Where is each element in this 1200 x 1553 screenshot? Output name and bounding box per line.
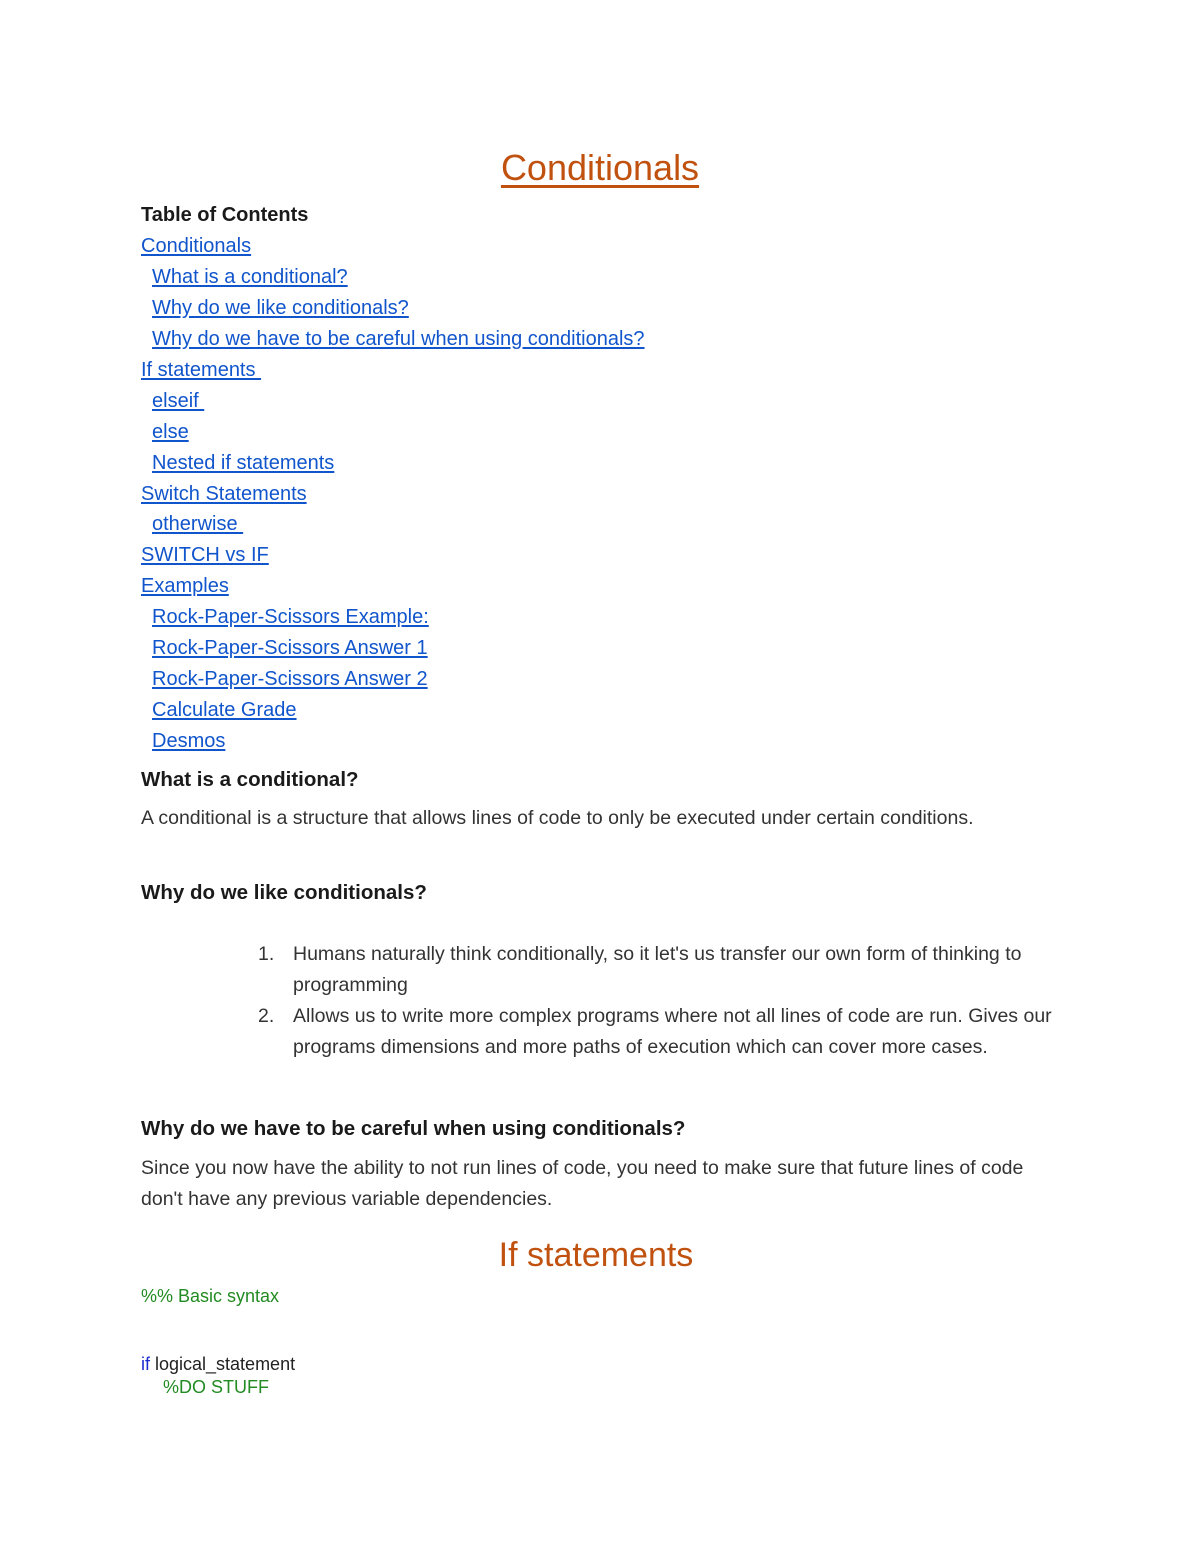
toc-item [141,697,645,728]
toc-link[interactable]: Conditionals [141,235,252,257]
code-line-if [141,1353,295,1375]
toc-item [141,604,645,635]
code-comment: %% Basic syntax [141,1286,280,1306]
section-title-if-statements: If statements [498,1236,694,1274]
toc-link[interactable]: Rock-Paper-Scissors Answer 2 [152,668,428,691]
list-item-text: Allows us to write more complex programs where not all lines of code are run. Gives our programs dimensions and more paths of execution which can cover more cases. [293,1005,1052,1058]
toc-item [141,666,645,697]
toc-link[interactable]: Desmos [152,730,226,752]
toc-item [141,295,645,326]
toc-link[interactable]: elseif [152,389,205,412]
toc-item [141,388,645,419]
list-item [255,1001,1075,1063]
toc-link[interactable]: otherwise [152,513,244,536]
toc-item [141,728,645,759]
list-item-text: Humans naturally think conditionally, so it let's us transfer our own form of thinking to programming [293,943,1022,996]
toc-item [141,419,645,450]
toc-link[interactable]: Nested if statements [152,451,335,474]
toc-item [141,573,645,604]
toc-link[interactable]: SWITCH vs IF [141,544,269,567]
page-title: Conditionals [500,147,700,188]
toc-item [141,326,645,357]
toc-link[interactable]: Why do we like conditionals? [152,296,409,319]
toc-link[interactable]: else [152,420,189,443]
heading-what-is-conditional: What is a conditional? [141,768,359,791]
list-number: 2. [258,1005,275,1027]
paragraph-careful-conditionals: Since you now have the ability to not run lines of code, you need to make sure that future lines of code don't have any previous variable dependencies. [141,1157,1024,1210]
heading-careful-conditionals: Why do we have to be careful when using conditionals? [141,1117,686,1140]
table-of-contents [141,233,645,759]
toc-link[interactable]: What is a conditional? [152,265,348,288]
toc-link[interactable]: Examples [141,575,229,598]
list-number: 1. [258,943,275,965]
list-item [255,939,1075,1001]
heading-why-like-conditionals: Why do we like conditionals? [141,881,427,904]
toc-item [141,542,645,573]
toc-link[interactable]: Rock-Paper-Scissors Answer 1 [152,637,428,660]
code-condition: logical_statement [150,1354,296,1374]
toc-item [141,450,645,481]
toc-link[interactable]: Calculate Grade [152,699,297,722]
toc-item [141,233,645,264]
toc-link[interactable]: Switch Statements [141,482,307,505]
toc-item [141,264,645,295]
why-like-list [255,939,1075,1063]
toc-heading: Table of Contents [141,204,309,226]
toc-item [141,481,645,512]
paragraph-what-is-conditional: A conditional is a structure that allows lines of code to only be executed under certain conditions. [141,807,974,829]
toc-link[interactable]: If statements [141,358,262,381]
code-keyword: if [141,1354,150,1374]
code-body-comment: %DO STUFF [163,1377,269,1397]
toc-item [141,511,645,542]
toc-item [141,357,645,388]
toc-link[interactable]: Rock-Paper-Scissors Example: [152,606,429,629]
toc-item [141,635,645,666]
toc-link[interactable]: Why do we have to be careful when using conditionals? [152,327,645,350]
